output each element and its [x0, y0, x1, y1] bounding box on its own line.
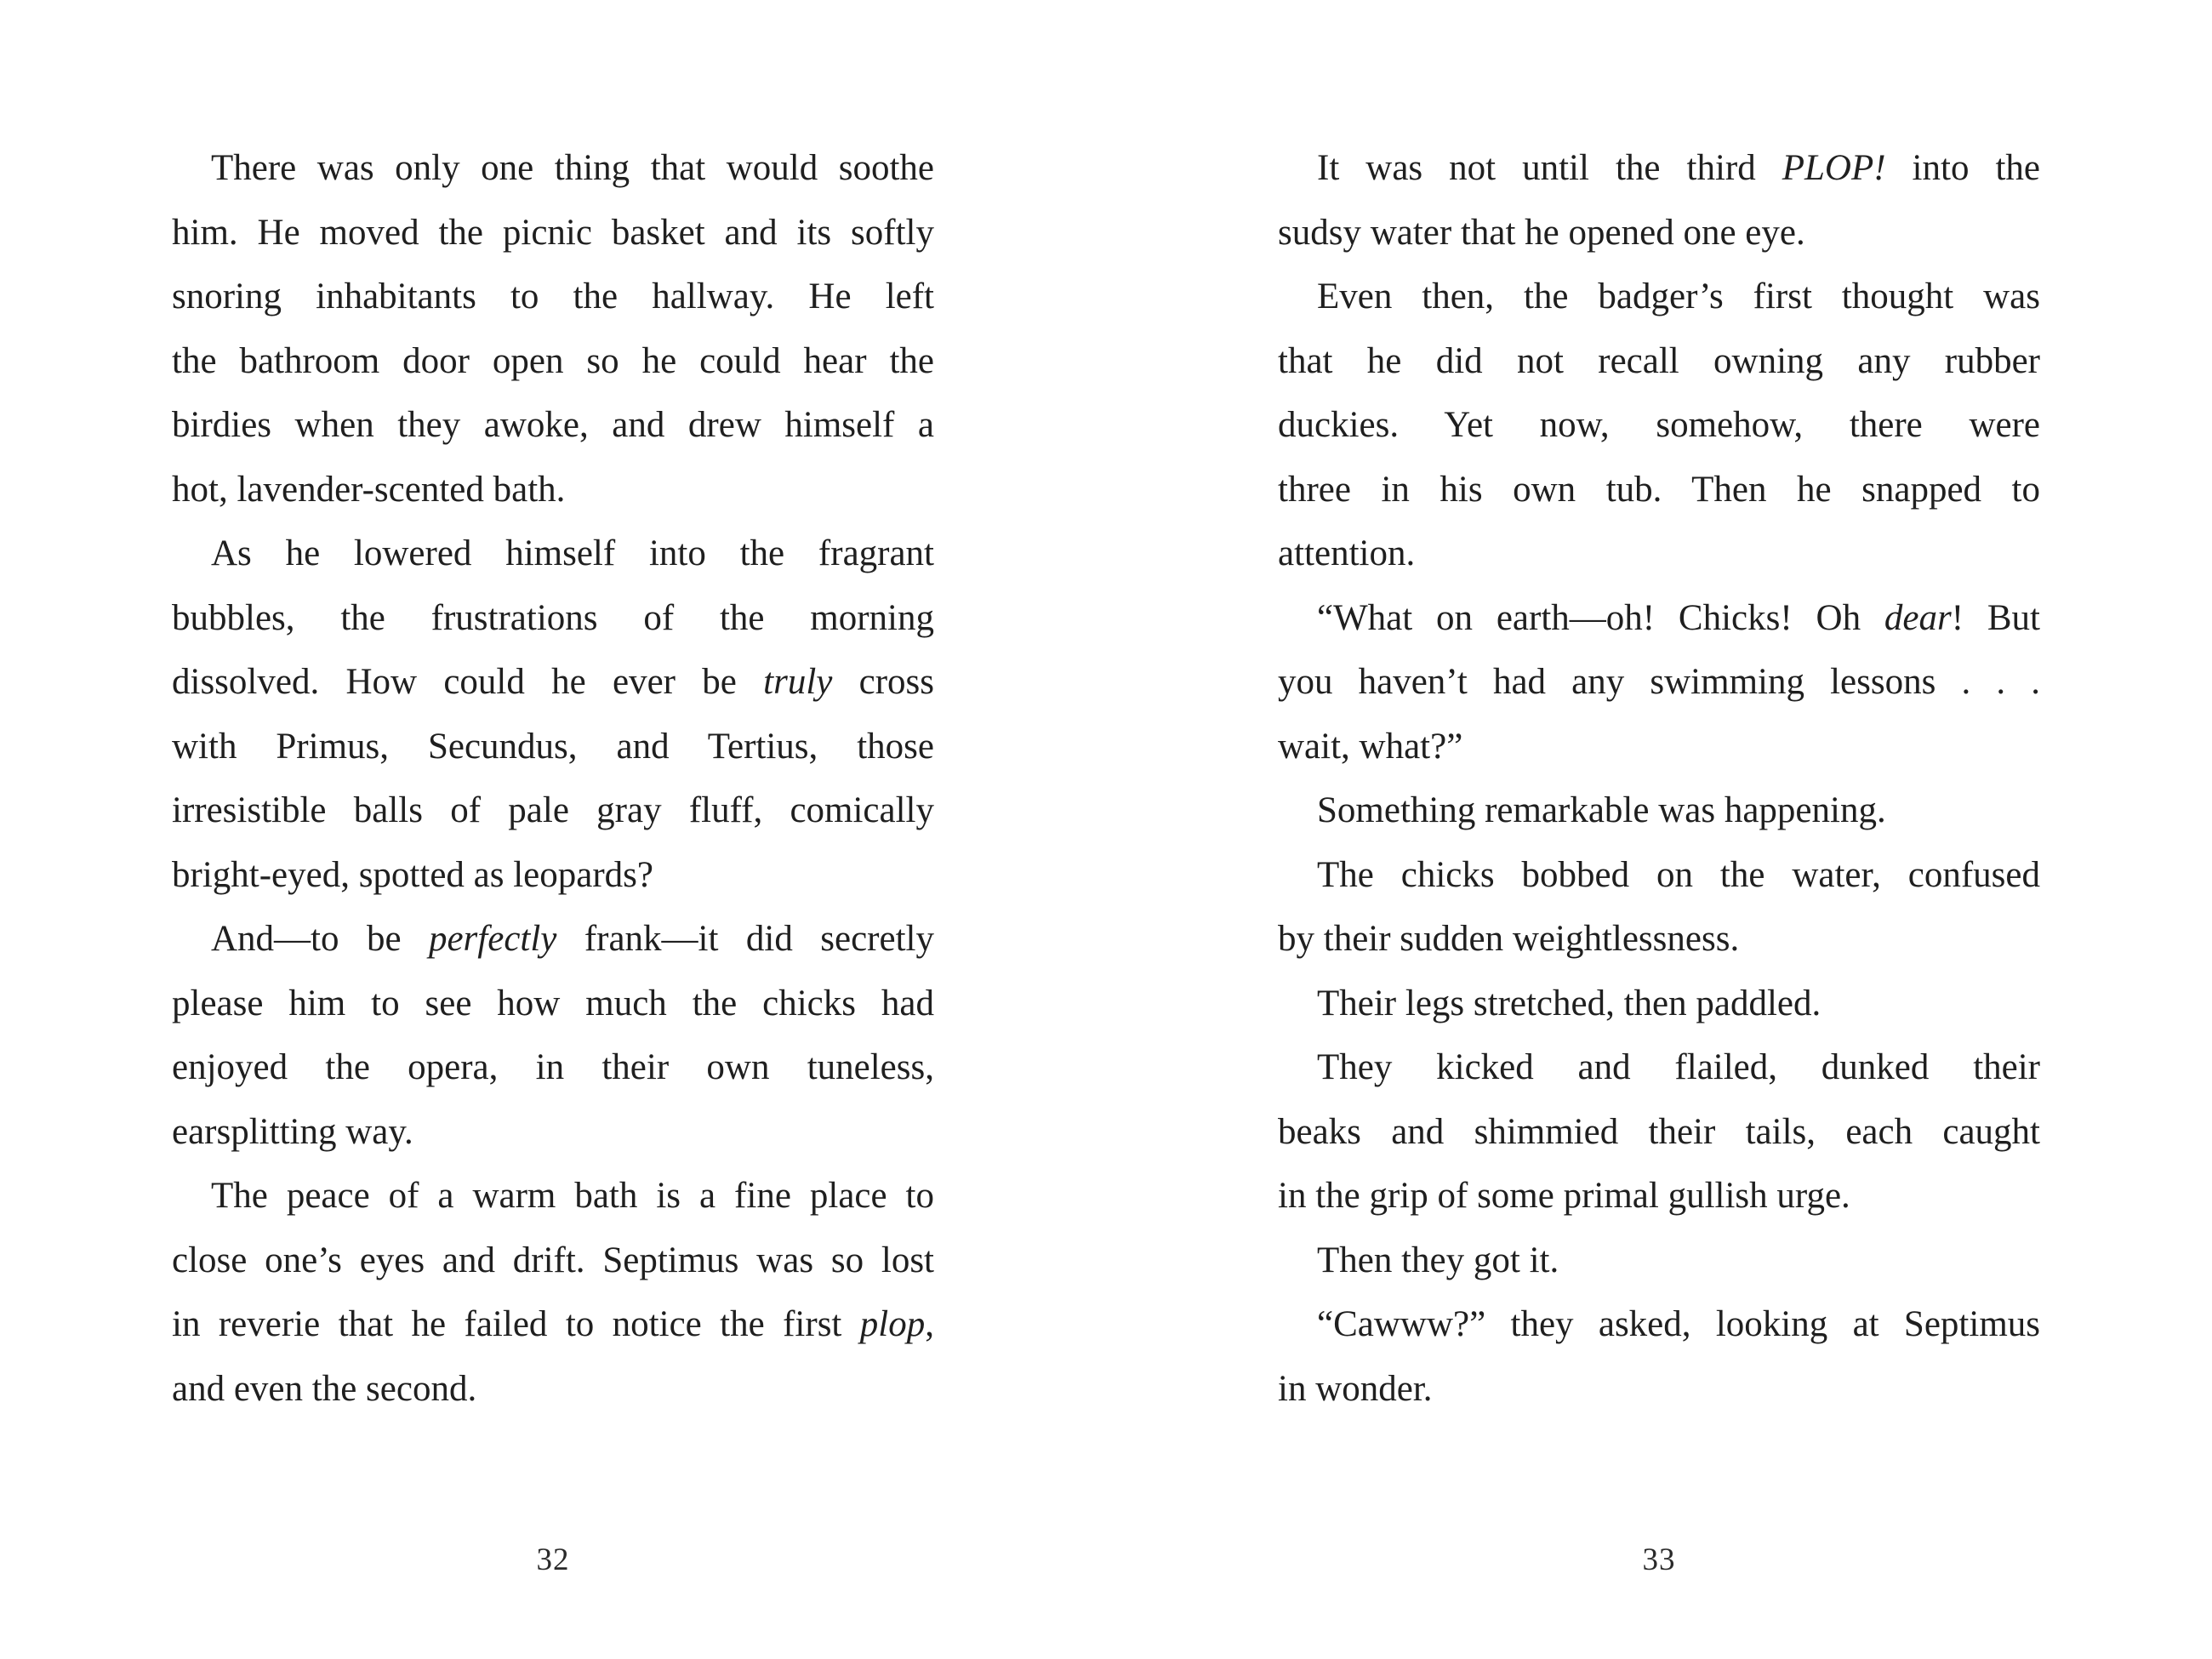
page-right-text: [1278, 0, 2040, 1421]
text-line: you haven’t had any swimming lessons . . .: [1278, 662, 2040, 702]
text-line: by their sudden weightlessness.: [1278, 919, 1740, 959]
text-line: sudsy water that he opened one eye.: [1278, 212, 1805, 253]
text-line: duckies. Yet now, somehow, there were: [1278, 405, 2040, 445]
text-line: with Primus, Secundus, and Tertius, those: [172, 726, 934, 767]
text-line: It was not until the third PLOP! into the: [1317, 148, 2040, 188]
text-line: The peace of a warm bath is a fine place to: [211, 1176, 934, 1216]
text-line: They kicked and flailed, dunked their: [1317, 1047, 2040, 1087]
text-line: Something remarkable was happening.: [1317, 790, 1886, 830]
paragraph: [172, 522, 934, 907]
text-line: There was only one thing that would soothe: [211, 148, 934, 188]
paragraph: [1278, 1035, 2040, 1229]
text-line: Then they got it.: [1317, 1240, 1559, 1280]
text-line: bubbles, the frustrations of the morning: [172, 597, 934, 638]
text-line: three in his own tub. Then he snapped to: [1278, 469, 2040, 510]
text-line: attention.: [1278, 533, 1416, 573]
text-line: and even the second.: [172, 1368, 477, 1409]
paragraph: [1278, 972, 2040, 1036]
text-line: Their legs stretched, then paddled.: [1317, 983, 1821, 1023]
paragraph: [1278, 1292, 2040, 1421]
text-line: in reverie that he failed to notice the first plop,: [172, 1304, 934, 1344]
text-line: “What on earth—oh! Chicks! Oh dear! But: [1317, 597, 2041, 638]
page-right: [1106, 0, 2212, 1659]
text-line: enjoyed the opera, in their own tuneless,: [172, 1047, 934, 1087]
paragraph: [1278, 843, 2040, 972]
text-line: wait, what?”: [1278, 726, 1463, 767]
text-line: that he did not recall owning any rubber: [1278, 340, 2040, 381]
page-left-text: [172, 0, 934, 1421]
text-line: irresistible balls of pale gray fluff, comically: [172, 790, 934, 830]
text-line: beaks and shimmied their tails, each caught: [1278, 1111, 2040, 1152]
page-number-left: 32: [536, 1542, 570, 1577]
paragraph: [172, 1164, 934, 1421]
text-line: The chicks bobbed on the water, confused: [1317, 854, 2040, 895]
text-line: the bathroom door open so he could hear the: [172, 340, 934, 381]
text-line: As he lowered himself into the fragrant: [211, 533, 934, 573]
paragraph: [1278, 265, 2040, 586]
paragraph: [1278, 136, 2040, 265]
text-line: hot, lavender-scented bath.: [172, 469, 566, 510]
text-line: him. He moved the picnic basket and its softly: [172, 212, 934, 253]
text-line: in the grip of some primal gullish urge.: [1278, 1176, 1850, 1216]
text-line: birdies when they awoke, and drew himself a: [172, 405, 934, 445]
text-line: Even then, the badger’s first thought was: [1317, 276, 2040, 316]
paragraph: [1278, 1229, 2040, 1293]
text-line: close one’s eyes and drift. Septimus was so lost: [172, 1240, 934, 1280]
paragraph: [172, 907, 934, 1164]
text-line: snoring inhabitants to the hallway. He left: [172, 276, 934, 316]
text-line: earsplitting way.: [172, 1111, 413, 1152]
paragraph: [172, 136, 934, 522]
page-number-right: 33: [1642, 1542, 1676, 1577]
text-line: And—to be perfectly frank—it did secretly: [211, 919, 934, 959]
paragraph: [1278, 586, 2040, 779]
text-line: in wonder.: [1278, 1368, 1433, 1409]
text-line: dissolved. How could he ever be truly cross: [172, 662, 935, 702]
text-line: “Cawww?” they asked, looking at Septimus: [1317, 1304, 2040, 1344]
text-line: please him to see how much the chicks had: [172, 983, 934, 1023]
text-line: bright-eyed, spotted as leopards?: [172, 854, 653, 895]
paragraph: [1278, 778, 2040, 843]
